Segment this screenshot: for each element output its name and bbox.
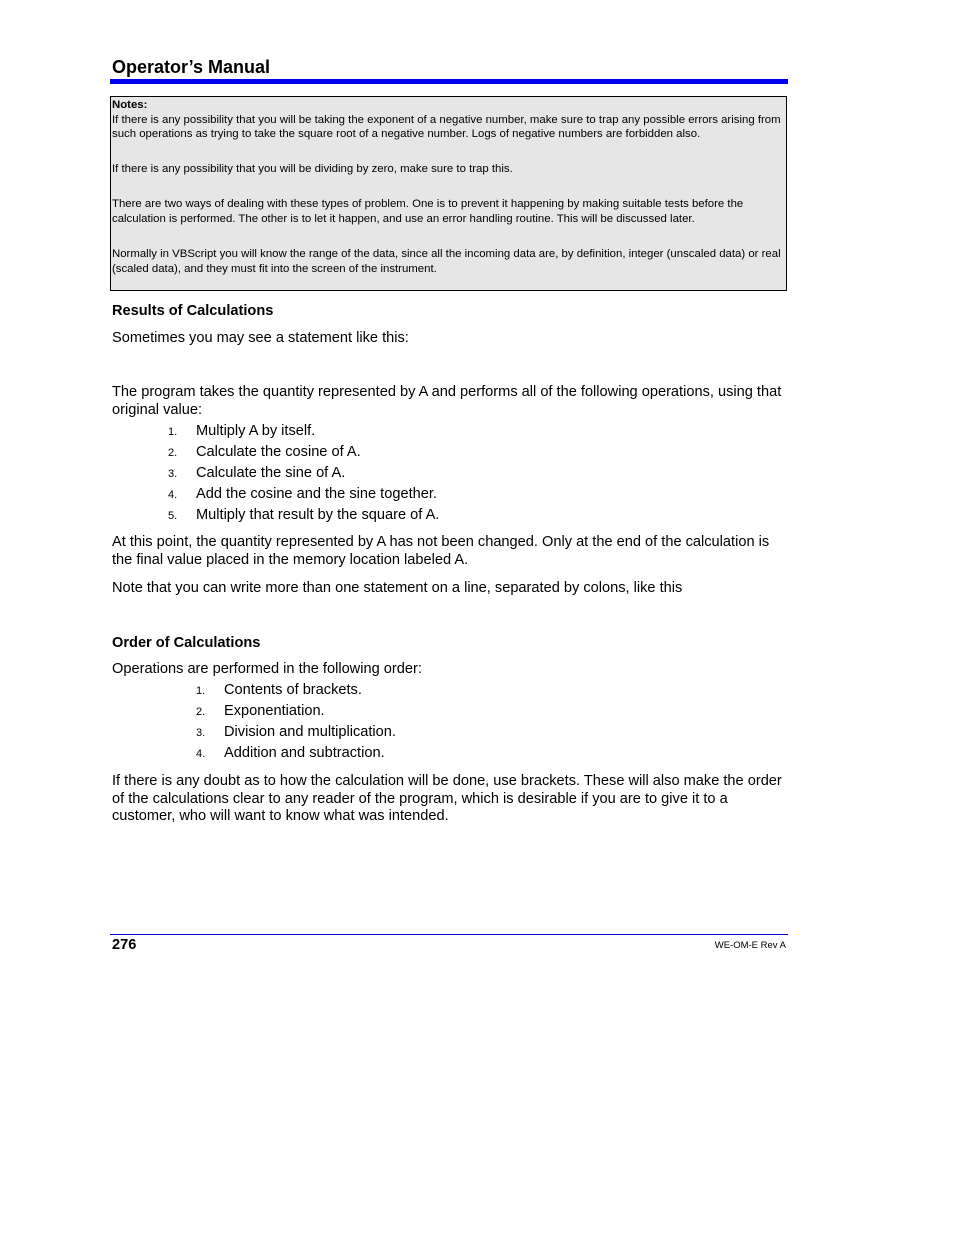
list-text: Calculate the sine of A. <box>196 465 346 481</box>
list-text: Multiply that result by the square of A. <box>196 507 440 523</box>
page-title: Operator’s Manual <box>112 57 271 77</box>
results-heading: Results of Calculations <box>112 303 274 319</box>
list-text: Addition and subtraction. <box>224 745 385 761</box>
list-number: 1. <box>168 426 178 438</box>
list-number: 4. <box>196 748 206 760</box>
order-heading: Order of Calculations <box>112 635 261 651</box>
page-number: 276 <box>112 937 137 953</box>
list-text: Calculate the cosine of A. <box>196 444 361 460</box>
list-text: Contents of brackets. <box>224 682 362 698</box>
list-text: Add the cosine and the sine together. <box>196 486 437 502</box>
list-number: 2. <box>196 706 206 718</box>
results-description: The program takes the quantity represented by A and performs all of the following operations, using that original value: <box>112 384 782 418</box>
list-number: 3. <box>168 468 178 480</box>
list-number: 4. <box>168 489 178 501</box>
header-rule <box>110 79 788 84</box>
list-text: Exponentiation. <box>224 703 325 719</box>
results-after-steps: At this point, the quantity represented by A has not been changed. Only at the end of the calculation is the final value placed in the memory location labeled A. <box>112 534 770 568</box>
list-text: Division and multiplication. <box>224 724 396 740</box>
footer-rule <box>110 934 788 935</box>
notes-paragraph-divide-by-zero: If there is any possibility that you will be dividing by zero, make sure to trap this. <box>112 163 513 176</box>
notes-label: Notes: <box>112 99 148 111</box>
notes-paragraph-data-range: Normally in VBScript you will know the range of the data, since all the incoming data are, by definition, integer (unscaled data) or real (scaled data), and they must fit into the screen of the instrument. <box>112 248 781 275</box>
notes-box <box>110 96 787 291</box>
notes-paragraph-negative-exponent: If there is any possibility that you will be taking the exponent of a negative number, make sure to trap any possible errors arising from such operations as trying to take the square root of a negative number. Logs of negative numbers are forbidden also. <box>112 113 781 141</box>
results-colon-note: Note that you can write more than one statement on a line, separated by colons, like this <box>112 580 683 596</box>
notes-paragraph-error-handling: There are two ways of dealing with these types of problem. One is to prevent it happening by making suitable tests before the calculation is performed. The other is to let it happen, and use an error handling routine. This will be discussed later. <box>112 198 744 225</box>
list-number: 5. <box>168 510 178 522</box>
document-id: WE-OM-E Rev A <box>714 940 786 951</box>
order-intro: Operations are performed in the following order: <box>112 661 422 677</box>
list-text: Multiply A by itself. <box>196 423 316 439</box>
order-conclusion: If there is any doubt as to how the calculation will be done, use brackets. These will also make the order of the calculations clear to any reader of the program, which is desirable if you are to give it to a customer, who will want to know what was intended. <box>112 773 782 824</box>
list-number: 3. <box>196 727 206 739</box>
list-number: 1. <box>196 685 206 697</box>
results-intro: Sometimes you may see a statement like this: <box>112 330 409 346</box>
list-number: 2. <box>168 447 178 459</box>
